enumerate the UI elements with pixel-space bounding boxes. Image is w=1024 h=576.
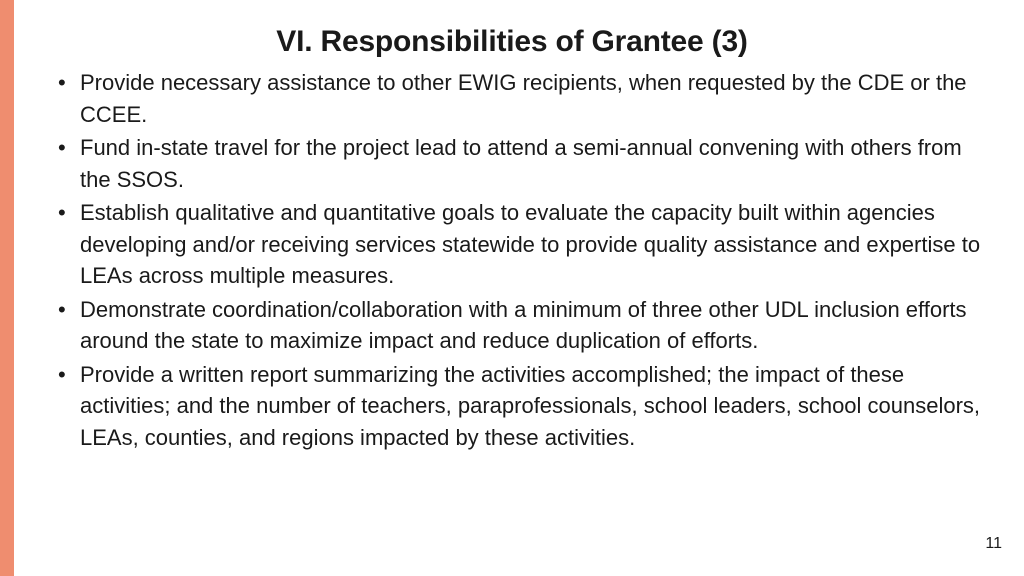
bullet-item-2 [54,132,994,195]
bullet-text: Fund in-state travel for the project lead to attend a semi-annual convening with others from the SSOS. [80,135,962,192]
bullet-item-4 [54,294,994,357]
bullet-text: Provide a written report summarizing the activities accomplished; the impact of these activities; and the number of teachers, paraprofessionals, school leaders, school counselors, LEAs, counties, and regions impacted by these activities. [80,361,981,450]
slide-title: VI. Responsibilities of Grantee (3) [276,25,748,58]
bullet-text: Provide necessary assistance to other EWIG recipients, when requested by the CDE or the CCEE. [80,70,967,127]
bullet-marker: • [58,361,66,387]
page-number: 11 [985,535,1002,552]
bullet-marker: • [58,296,66,322]
accent-bar [0,0,14,576]
bullet-item-3 [54,197,994,292]
bullet-text: Establish qualitative and quantitative goals to evaluate the capacity built within agencies developing and/or receiving services statewide to provide quality assistance and expertise to LEAs across multiple measures. [80,200,981,288]
bullet-marker: • [58,200,66,225]
bullet-list [54,67,994,455]
bullet-marker: • [58,135,66,160]
bullet-item-5 [54,359,994,454]
bullet-item-1 [54,67,994,130]
bullet-text: Demonstrate coordination/collaboration with a minimum of three other UDL inclusion efforts around the state to maximize impact and reduce duplication of efforts. [80,296,967,353]
bullet-marker: • [58,70,66,95]
